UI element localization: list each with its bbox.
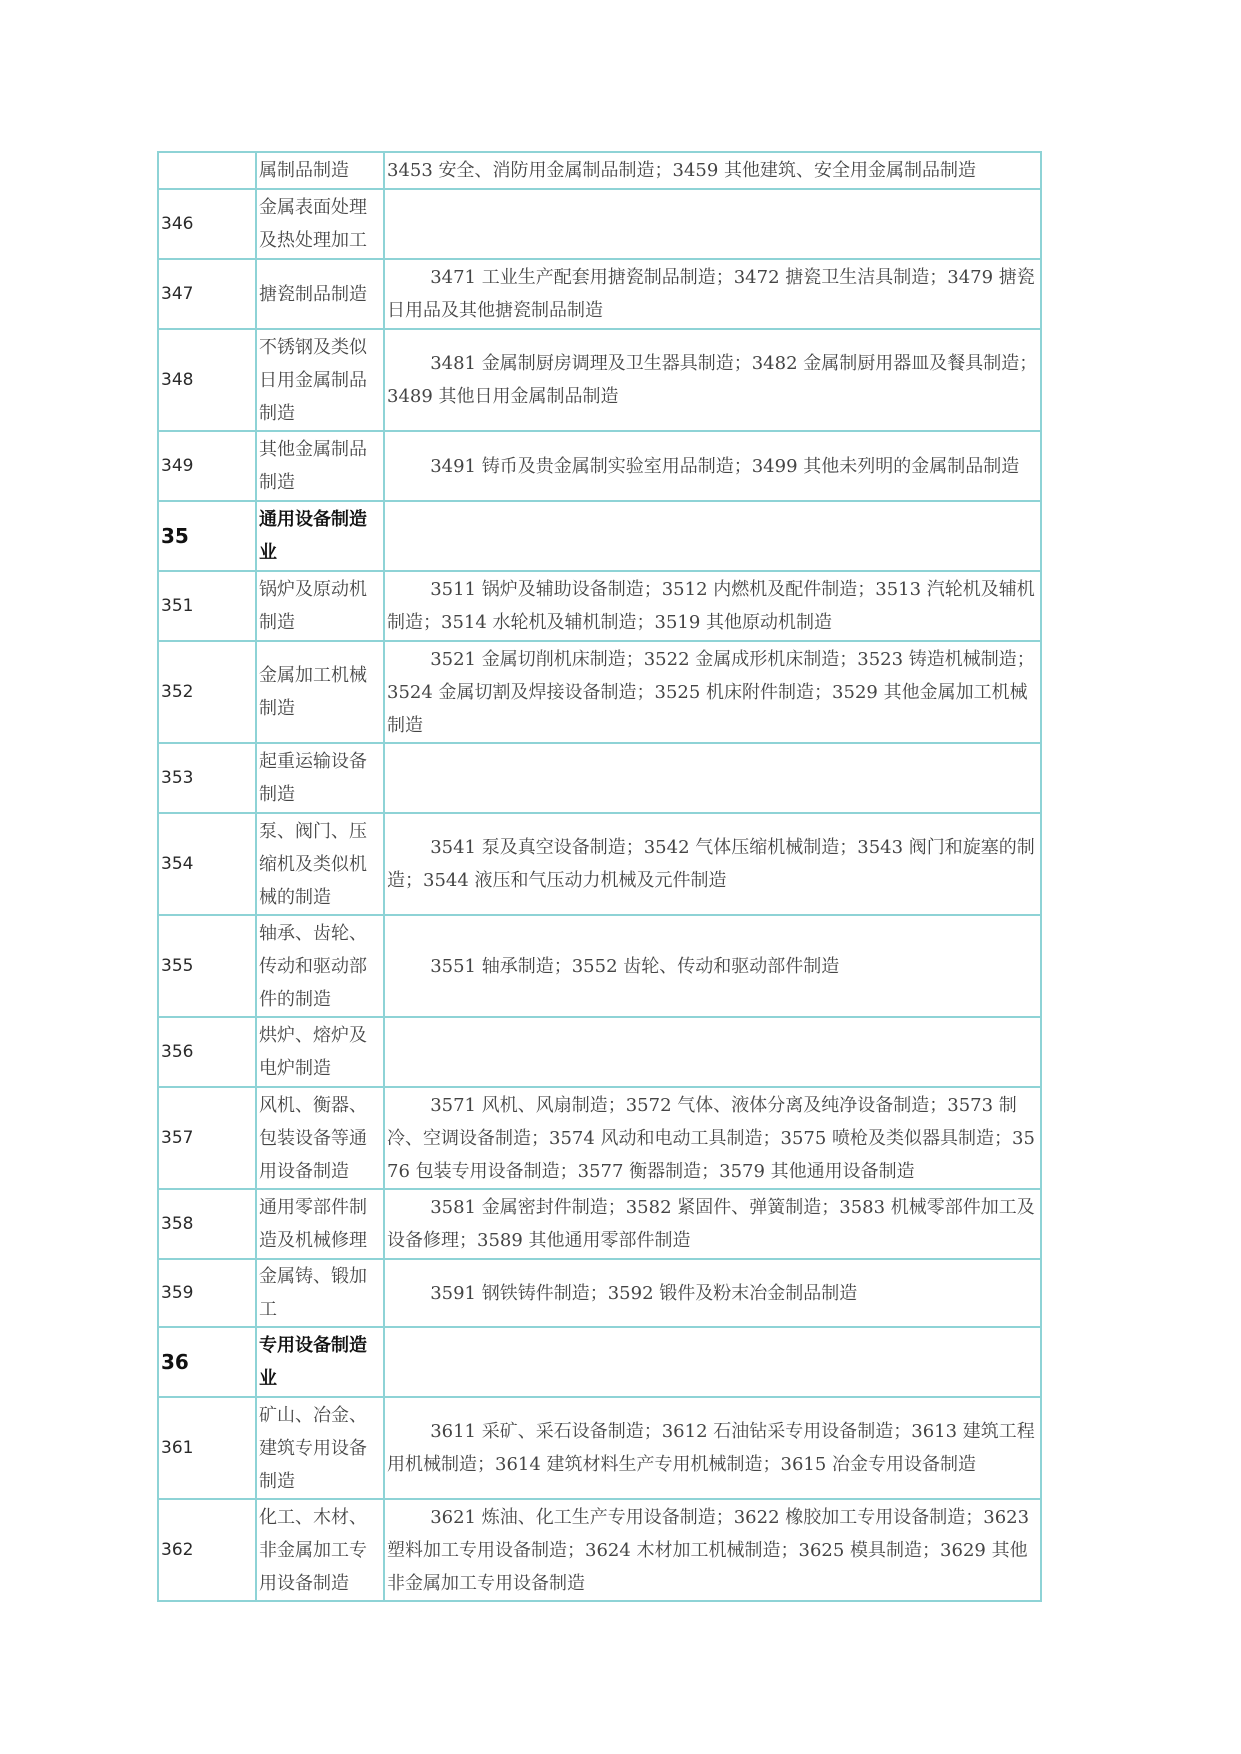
subcategory-description-cell	[384, 571, 1041, 641]
subcategory-description: 3551 轴承制造；3552 齿轮、传动和驱动部件制造	[430, 955, 840, 977]
industry-classification-table	[157, 151, 1042, 1602]
category-code: 359	[158, 1259, 256, 1327]
subcategory-description-cell	[384, 189, 1041, 259]
subcategory-description-cell	[384, 1499, 1041, 1601]
subcategory-description: 3453 安全、消防用金属制品制造；3459 其他建筑、安全用金属制品制造	[387, 160, 977, 181]
category-name: 矿山、冶金、建筑专用设备制造	[256, 1397, 384, 1499]
table-row	[158, 431, 1041, 501]
subcategory-description: 3521 金属切削机床制造；3522 金属成形机床制造；3523 铸造机械制造；3524 金属切割及焊接设备制造；3525 机床附件制造；3529 其他金属加工机械制造	[387, 648, 1035, 736]
category-code: 348	[158, 329, 256, 431]
category-code	[158, 152, 256, 189]
category-name: 轴承、齿轮、传动和驱动部件的制造	[256, 915, 384, 1017]
category-name: 风机、衡器、包装设备等通用设备制造	[256, 1087, 384, 1189]
table-row	[158, 1087, 1041, 1189]
category-code: 351	[158, 571, 256, 641]
category-name: 锅炉及原动机制造	[256, 571, 384, 641]
subcategory-description-cell	[384, 1259, 1041, 1327]
table-row	[158, 1017, 1041, 1087]
category-code: 358	[158, 1189, 256, 1259]
category-code: 346	[158, 189, 256, 259]
category-name: 烘炉、熔炉及电炉制造	[256, 1017, 384, 1087]
subcategory-description-cell	[384, 1397, 1041, 1499]
category-code: 352	[158, 641, 256, 743]
category-code: 349	[158, 431, 256, 501]
subcategory-description-cell	[384, 1087, 1041, 1189]
subcategory-description: 3621 炼油、化工生产专用设备制造；3622 橡胶加工专用设备制造；3623 塑料加工专用设备制造；3624 木材加工机械制造；3625 模具制造；3629 其他非金属加工专用设备制造	[387, 1506, 1030, 1594]
subcategory-description: 3581 金属密封件制造；3582 紧固件、弹簧制造；3583 机械零部件加工及设备修理；3589 其他通用零部件制造	[387, 1197, 1035, 1251]
subcategory-description: 3571 风机、风扇制造；3572 气体、液体分离及纯净设备制造；3573 制冷、空调设备制造；3574 风动和电动工具制造；3575 喷枪及类似器具制造；3576 包装专用设备制造；3577 衡器制造；3579 其他通用设备制造	[387, 1094, 1035, 1182]
subcategory-description: 3611 采矿、采石设备制造；3612 石油钻采专用设备制造；3613 建筑工程用机械制造；3614 建筑材料生产专用机械制造；3615 冶金专用设备制造	[387, 1421, 1035, 1475]
category-code: 362	[158, 1499, 256, 1601]
table-row	[158, 813, 1041, 915]
subcategory-description-cell	[384, 329, 1041, 431]
subcategory-description-cell	[384, 743, 1041, 813]
category-name: 属制品制造	[256, 152, 384, 189]
major-category-row	[158, 1327, 1041, 1397]
table-body	[158, 152, 1041, 1601]
category-code: 347	[158, 259, 256, 329]
table-row	[158, 152, 1041, 189]
category-code: 357	[158, 1087, 256, 1189]
subcategory-description-cell	[384, 1189, 1041, 1259]
table-row	[158, 915, 1041, 1017]
category-code: 355	[158, 915, 256, 1017]
category-name: 起重运输设备制造	[256, 743, 384, 813]
category-code: 354	[158, 813, 256, 915]
subcategory-description: 3591 钢铁铸件制造；3592 锻件及粉末冶金制品制造	[430, 1282, 858, 1304]
category-name: 搪瓷制品制造	[256, 259, 384, 329]
table-row	[158, 641, 1041, 743]
major-category-row	[158, 501, 1041, 571]
table-row	[158, 1397, 1041, 1499]
subcategory-description-cell	[384, 641, 1041, 743]
subcategory-description-cell	[384, 152, 1041, 189]
table-row	[158, 259, 1041, 329]
category-code: 361	[158, 1397, 256, 1499]
subcategory-description-cell	[384, 813, 1041, 915]
subcategory-description-cell	[384, 501, 1041, 571]
category-name: 金属表面处理及热处理加工	[256, 189, 384, 259]
subcategory-description: 3471 工业生产配套用搪瓷制品制造；3472 搪瓷卫生洁具制造；3479 搪瓷日用品及其他搪瓷制品制造	[387, 267, 1035, 321]
table-row	[158, 1189, 1041, 1259]
subcategory-description-cell	[384, 259, 1041, 329]
subcategory-description: 3491 铸币及贵金属制实验室用品制造；3499 其他未列明的金属制品制造	[430, 455, 1020, 477]
table-row	[158, 189, 1041, 259]
table-row	[158, 1499, 1041, 1601]
category-name: 泵、阀门、压缩机及类似机械的制造	[256, 813, 384, 915]
subcategory-description-cell	[384, 1327, 1041, 1397]
subcategory-description-cell	[384, 431, 1041, 501]
category-name: 专用设备制造业	[256, 1327, 384, 1397]
category-name: 通用设备制造业	[256, 501, 384, 571]
table-row	[158, 1259, 1041, 1327]
category-name: 其他金属制品制造	[256, 431, 384, 501]
category-code: 35	[158, 501, 256, 571]
category-code: 353	[158, 743, 256, 813]
category-name: 不锈钢及类似日用金属制品制造	[256, 329, 384, 431]
category-name: 金属铸、锻加工	[256, 1259, 384, 1327]
category-name: 化工、木材、非金属加工专用设备制造	[256, 1499, 384, 1601]
category-code: 36	[158, 1327, 256, 1397]
category-name: 金属加工机械制造	[256, 641, 384, 743]
category-name: 通用零部件制造及机械修理	[256, 1189, 384, 1259]
subcategory-description-cell	[384, 915, 1041, 1017]
subcategory-description: 3511 锅炉及辅助设备制造；3512 内燃机及配件制造；3513 汽轮机及辅机制造；3514 水轮机及辅机制造；3519 其他原动机制造	[387, 579, 1035, 633]
table-row	[158, 743, 1041, 813]
table-row	[158, 329, 1041, 431]
category-code: 356	[158, 1017, 256, 1087]
subcategory-description: 3481 金属制厨房调理及卫生器具制造；3482 金属制厨用器皿及餐具制造；3489 其他日用金属制品制造	[387, 353, 1038, 407]
table-row	[158, 571, 1041, 641]
subcategory-description: 3541 泵及真空设备制造；3542 气体压缩机械制造；3543 阀门和旋塞的制造；3544 液压和气压动力机械及元件制造	[387, 837, 1035, 891]
subcategory-description-cell	[384, 1017, 1041, 1087]
